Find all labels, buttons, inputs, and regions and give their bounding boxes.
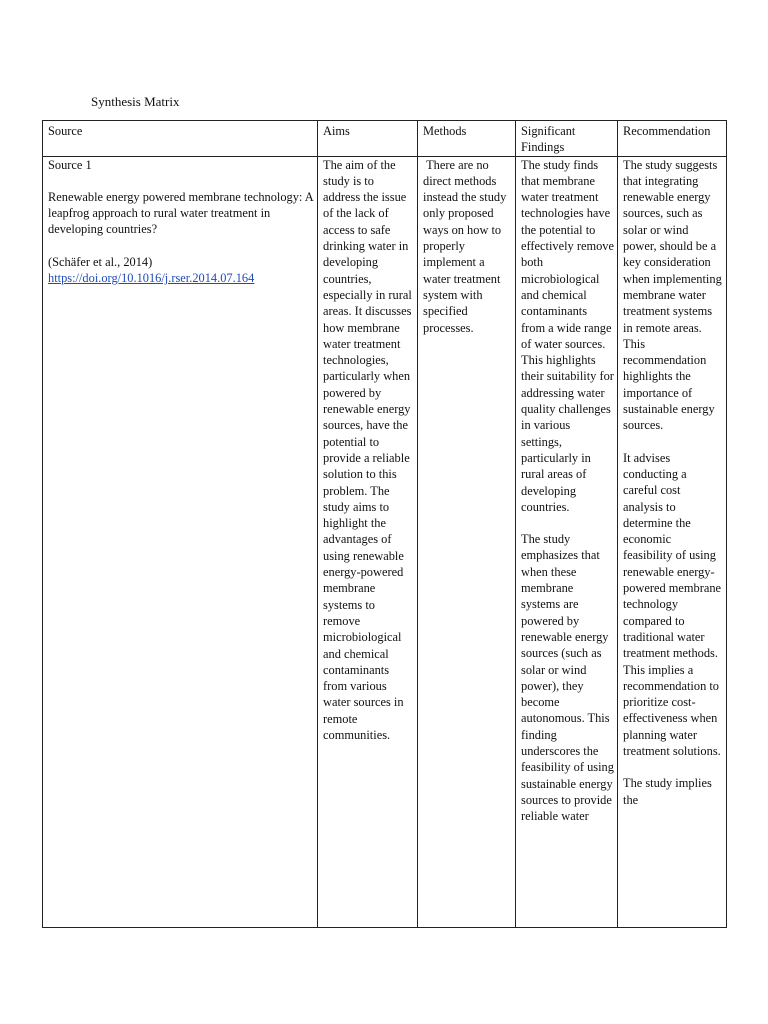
header-recommendation: Recommendation <box>618 121 727 157</box>
header-row <box>43 121 727 157</box>
header-methods: Methods <box>418 121 516 157</box>
aims-text: The aim of the study is to address the issue of the lack of access to safe drinking water in developing countries, especially in rural areas. It discusses how membrane water treatment technologies, particularly when powered by renewable energy sources, have the potential to provide a reliable solution to this problem. The study aims to highlight the advantages of using renewable energy-powered membrane systems to remove microbiological and chemical contaminants from various water sources in remote communities. <box>323 157 412 742</box>
recommendation-paragraph-3: The study implies the <box>623 776 712 807</box>
source-paper-title: Renewable energy powered membrane technology: A leapfrog approach to rural water treatment in developing countries? <box>48 189 314 237</box>
source-cell <box>43 156 318 927</box>
methods-text: There are no direct methods instead the study only proposed ways on how to properly implement a water treatment system with specified processes. <box>423 157 510 335</box>
synthesis-matrix-table <box>42 120 727 928</box>
header-source: Source <box>43 121 318 157</box>
methods-cell <box>418 156 516 927</box>
source-label: Source 1 <box>48 157 92 172</box>
table-row <box>43 156 727 927</box>
header-aims: Aims <box>318 121 418 157</box>
document-title: Synthesis Matrix <box>91 94 180 109</box>
doi-link[interactable]: https://doi.org/10.1016/j.rser.2014.07.164 <box>48 271 255 286</box>
aims-cell <box>318 156 418 927</box>
recommendation-paragraph-2: It advises conducting a careful cost analysis to determine the economic feasibility of using renewable energy-powered membrane technology compared to traditional water treatment methods. This implies a recommendation to prioritize cost-effectiveness when planning water treatment solutions. <box>623 450 722 758</box>
recommendation-cell <box>618 156 727 927</box>
recommendation-paragraph-1: The study suggests that integrating renewable energy sources, such as solar or wind power, should be a key consideration when implementing membrane water treatment systems in remote areas. This recommendation highlights the importance of sustainable energy sources. <box>623 157 722 433</box>
citation-text: (Schäfer et al., 2014) <box>48 254 153 269</box>
header-significant-findings: Significant Findings <box>516 121 618 157</box>
findings-paragraph-2: The study emphasizes that when these membrane systems are powered by renewable energy sources (such as solar or wind power), they become autonomous. This finding underscores the feasibility of using sustainable energy sources to provide reliable water <box>521 532 614 824</box>
findings-paragraph-1: The study finds that membrane water treatment technologies have the potential to effectively remove both microbiological and chemical contaminants from a wide range of water sources. This highlights their suitability for addressing water quality challenges in various settings, particularly in rural areas of developing countries. <box>521 157 614 514</box>
findings-cell <box>516 156 618 927</box>
source-citation <box>48 254 314 287</box>
